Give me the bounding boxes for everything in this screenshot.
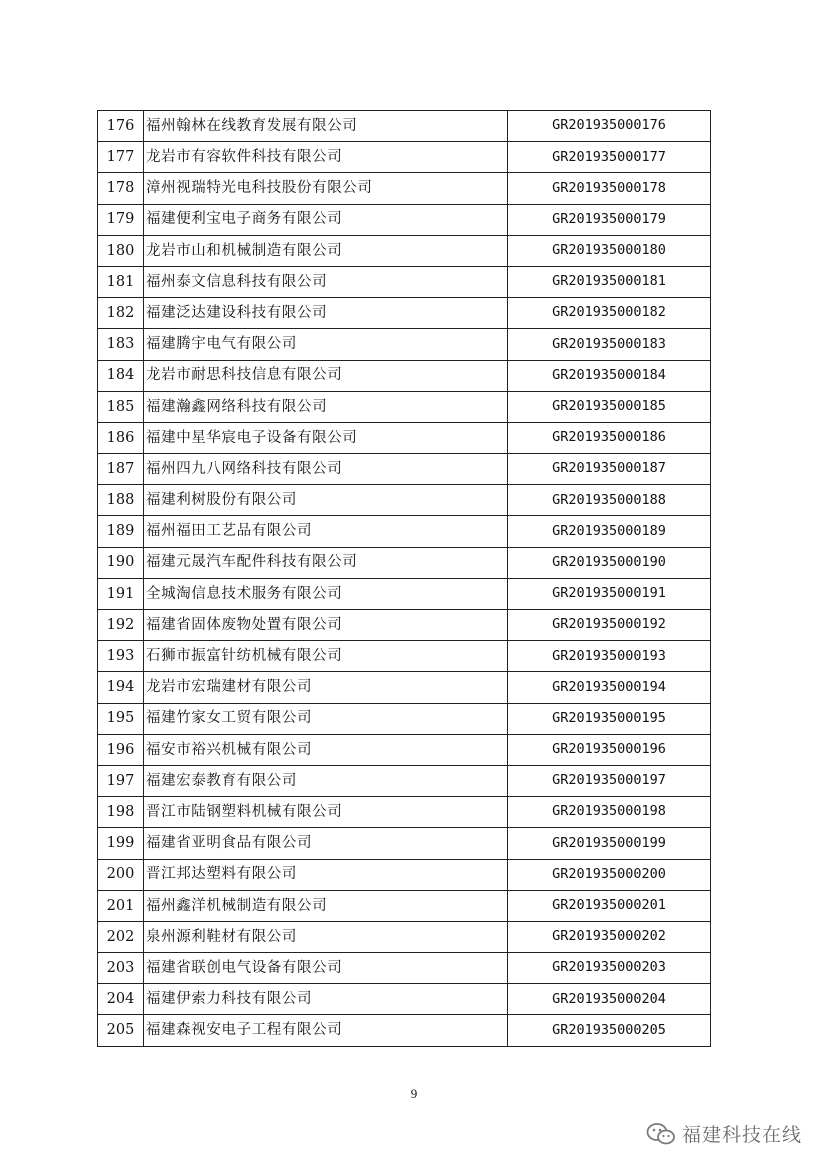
company-name-cell: 福建泛达建设科技有限公司	[144, 298, 508, 329]
certificate-code-cell: GR201935000196	[508, 734, 711, 765]
company-name-cell: 福建省联创电气设备有限公司	[144, 953, 508, 984]
row-number-cell: 183	[98, 329, 144, 360]
table-row	[98, 204, 711, 235]
certificate-code-cell: GR201935000205	[508, 1015, 711, 1046]
table-row	[98, 547, 711, 578]
row-number-cell: 190	[98, 547, 144, 578]
table-row	[98, 797, 711, 828]
table-row	[98, 391, 711, 422]
row-number-cell: 180	[98, 235, 144, 266]
table-row	[98, 610, 711, 641]
certificate-code-cell: GR201935000178	[508, 173, 711, 204]
certificate-code-cell: GR201935000200	[508, 859, 711, 890]
certificate-code-cell: GR201935000185	[508, 391, 711, 422]
row-number-cell: 191	[98, 578, 144, 609]
table-row	[98, 734, 711, 765]
table-row	[98, 422, 711, 453]
certificate-code-cell: GR201935000188	[508, 485, 711, 516]
row-number-cell: 181	[98, 266, 144, 297]
row-number-cell: 185	[98, 391, 144, 422]
certificate-code-cell: GR201935000181	[508, 266, 711, 297]
watermark	[646, 1120, 802, 1147]
row-number-cell: 203	[98, 953, 144, 984]
row-number-cell: 199	[98, 828, 144, 859]
table-row	[98, 890, 711, 921]
company-name-cell: 全城淘信息技术服务有限公司	[144, 578, 508, 609]
wechat-icon	[646, 1122, 676, 1146]
row-number-cell: 193	[98, 641, 144, 672]
company-table-body	[98, 111, 711, 1047]
company-name-cell: 福建竹家女工贸有限公司	[144, 703, 508, 734]
company-name-cell: 晋江邦达塑料有限公司	[144, 859, 508, 890]
row-number-cell: 201	[98, 890, 144, 921]
table-row	[98, 360, 711, 391]
row-number-cell: 192	[98, 610, 144, 641]
table-row	[98, 703, 711, 734]
row-number-cell: 182	[98, 298, 144, 329]
row-number-cell: 202	[98, 921, 144, 952]
company-name-cell: 福州翰林在线教育发展有限公司	[144, 111, 508, 142]
company-name-cell: 龙岩市有容软件科技有限公司	[144, 142, 508, 173]
company-name-cell: 石狮市振富针纺机械有限公司	[144, 641, 508, 672]
row-number-cell: 196	[98, 734, 144, 765]
page-number: 9	[410, 1086, 418, 1101]
row-number-cell: 184	[98, 360, 144, 391]
table-row	[98, 765, 711, 796]
table-row	[98, 454, 711, 485]
certificate-code-cell: GR201935000202	[508, 921, 711, 952]
company-name-cell: 福建利树股份有限公司	[144, 485, 508, 516]
company-name-cell: 福建宏泰教育有限公司	[144, 765, 508, 796]
row-number-cell: 188	[98, 485, 144, 516]
row-number-cell: 178	[98, 173, 144, 204]
table-row	[98, 266, 711, 297]
certificate-code-cell: GR201935000194	[508, 672, 711, 703]
row-number-cell: 205	[98, 1015, 144, 1046]
table-row	[98, 235, 711, 266]
table-row	[98, 984, 711, 1015]
row-number-cell: 186	[98, 422, 144, 453]
watermark-text: 福建科技在线	[681, 1124, 802, 1146]
certificate-code-cell: GR201935000198	[508, 797, 711, 828]
certificate-code-cell: GR201935000186	[508, 422, 711, 453]
certificate-code-cell: GR201935000190	[508, 547, 711, 578]
table-row	[98, 516, 711, 547]
certificate-code-cell: GR201935000184	[508, 360, 711, 391]
table-row	[98, 1015, 711, 1046]
certificate-code-cell: GR201935000177	[508, 142, 711, 173]
row-number-cell: 189	[98, 516, 144, 547]
company-name-cell: 龙岩市耐思科技信息有限公司	[144, 360, 508, 391]
table-row	[98, 578, 711, 609]
table-row	[98, 111, 711, 142]
row-number-cell: 197	[98, 765, 144, 796]
table-row	[98, 298, 711, 329]
row-number-cell: 179	[98, 204, 144, 235]
company-name-cell: 龙岩市山和机械制造有限公司	[144, 235, 508, 266]
table-row	[98, 859, 711, 890]
company-table	[97, 110, 711, 1047]
table-row	[98, 142, 711, 173]
table-row	[98, 828, 711, 859]
row-number-cell: 195	[98, 703, 144, 734]
row-number-cell: 176	[98, 111, 144, 142]
row-number-cell: 198	[98, 797, 144, 828]
row-number-cell: 177	[98, 142, 144, 173]
certificate-code-cell: GR201935000182	[508, 298, 711, 329]
company-name-cell: 福建省固体废物处置有限公司	[144, 610, 508, 641]
table-row	[98, 921, 711, 952]
table-row	[98, 329, 711, 360]
row-number-cell: 194	[98, 672, 144, 703]
company-name-cell: 福建省亚明食品有限公司	[144, 828, 508, 859]
certificate-code-cell: GR201935000176	[508, 111, 711, 142]
company-name-cell: 福州福田工艺品有限公司	[144, 516, 508, 547]
table-row	[98, 953, 711, 984]
certificate-code-cell: GR201935000180	[508, 235, 711, 266]
certificate-code-cell: GR201935000193	[508, 641, 711, 672]
certificate-code-cell: GR201935000192	[508, 610, 711, 641]
certificate-code-cell: GR201935000195	[508, 703, 711, 734]
certificate-code-cell: GR201935000183	[508, 329, 711, 360]
company-name-cell: 漳州视瑞特光电科技股份有限公司	[144, 173, 508, 204]
certificate-code-cell: GR201935000179	[508, 204, 711, 235]
company-name-cell: 福州鑫洋机械制造有限公司	[144, 890, 508, 921]
company-name-cell: 福建森视安电子工程有限公司	[144, 1015, 508, 1046]
company-name-cell: 福建伊索力科技有限公司	[144, 984, 508, 1015]
row-number-cell: 187	[98, 454, 144, 485]
table-row	[98, 485, 711, 516]
row-number-cell: 200	[98, 859, 144, 890]
table-row	[98, 173, 711, 204]
certificate-code-cell: GR201935000203	[508, 953, 711, 984]
company-name-cell: 晋江市陆钢塑料机械有限公司	[144, 797, 508, 828]
company-name-cell: 福建瀚鑫网络科技有限公司	[144, 391, 508, 422]
certificate-code-cell: GR201935000201	[508, 890, 711, 921]
company-name-cell: 福安市裕兴机械有限公司	[144, 734, 508, 765]
certificate-code-cell: GR201935000199	[508, 828, 711, 859]
certificate-code-cell: GR201935000197	[508, 765, 711, 796]
certificate-code-cell: GR201935000189	[508, 516, 711, 547]
company-name-cell: 龙岩市宏瑞建材有限公司	[144, 672, 508, 703]
table-row	[98, 672, 711, 703]
company-name-cell: 福州泰文信息科技有限公司	[144, 266, 508, 297]
company-name-cell: 福建腾宇电气有限公司	[144, 329, 508, 360]
table-row	[98, 641, 711, 672]
company-name-cell: 福州四九八网络科技有限公司	[144, 454, 508, 485]
company-name-cell: 福建中星华宸电子设备有限公司	[144, 422, 508, 453]
certificate-code-cell: GR201935000187	[508, 454, 711, 485]
company-name-cell: 泉州源利鞋材有限公司	[144, 921, 508, 952]
company-name-cell: 福建便利宝电子商务有限公司	[144, 204, 508, 235]
company-name-cell: 福建元晟汽车配件科技有限公司	[144, 547, 508, 578]
certificate-code-cell: GR201935000191	[508, 578, 711, 609]
row-number-cell: 204	[98, 984, 144, 1015]
certificate-code-cell: GR201935000204	[508, 984, 711, 1015]
